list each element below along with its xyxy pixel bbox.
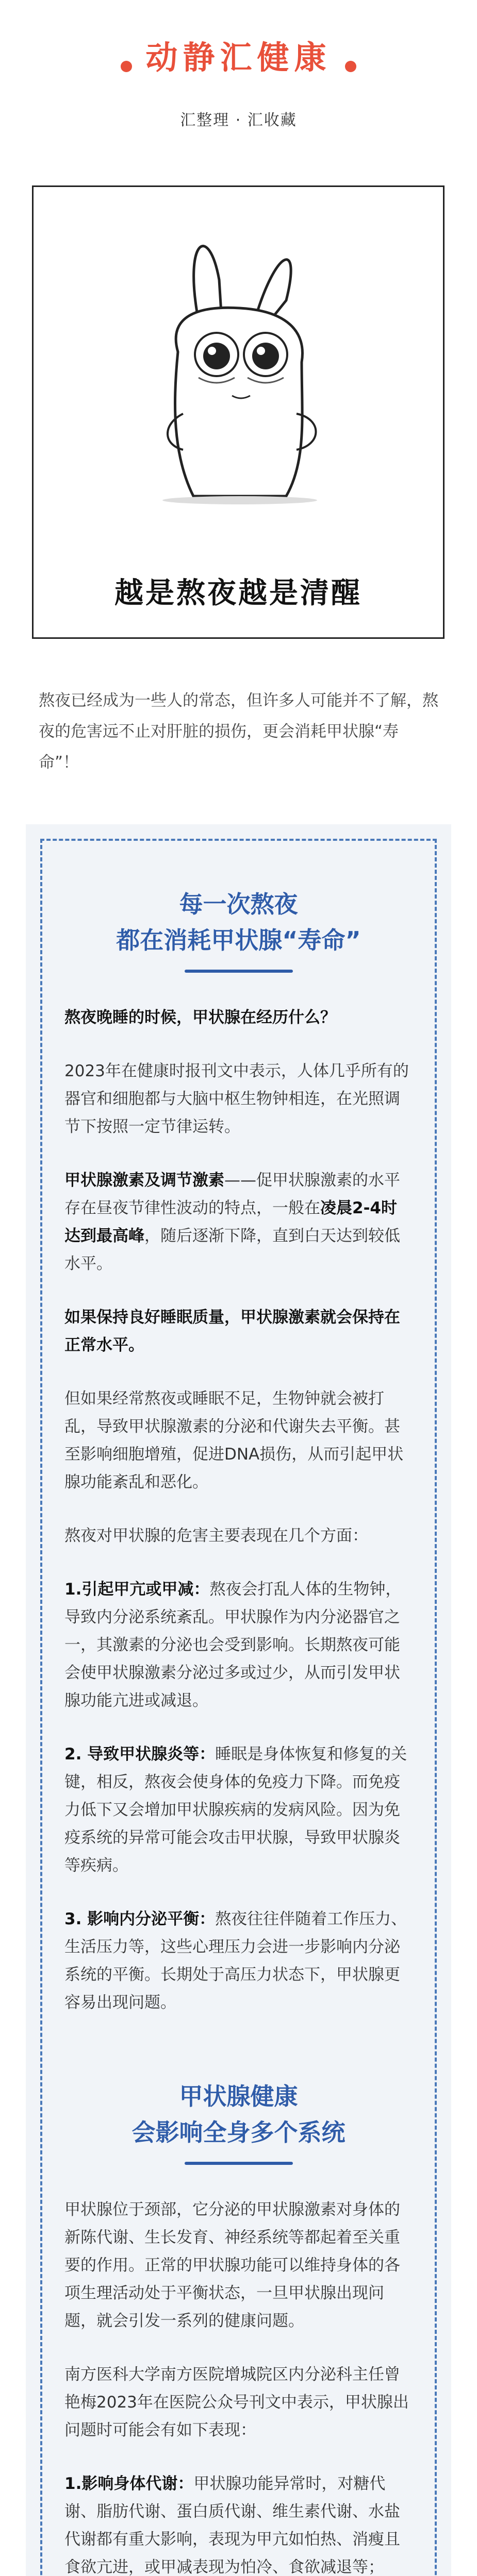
section1-question: 熬夜晚睡的时候，甲状腺在经历什么？: [64, 1008, 336, 1027]
brand-dot-right: [345, 61, 356, 72]
brand-title: 动静汇健康: [145, 39, 332, 76]
section2-paragraph: 甲状腺位于颈部，它分泌的甲状腺激素对身体的新陈代谢、生长发育、神经系统等都起着至关重要的作用。正常的甲状腺功能可以维持身体的各项生理活动处于平衡状态，一旦甲状腺出现问题，就会引发一系列的健康问题。: [64, 2200, 400, 2330]
sleepless-rabbit-illustration: [80, 218, 400, 506]
section1-title-line1: 每一次熬夜: [179, 890, 298, 918]
brand-subtitle: 汇整理 · 汇收藏: [180, 111, 297, 129]
harm-item: 1.引起甲亢或甲减：熬夜会打乱人体的生物钟，导致内分泌系统紊乱。甲状腺作为内分泌器官之一，其激素的分泌也会受到影响。长期熬夜可能会使甲状腺激素分泌过多或过少，从而引发甲状腺功能亢进或减退。: [64, 1580, 402, 1710]
section1-paragraph: 熬夜对甲状腺的危害主要表现在几个方面：: [64, 1527, 368, 1545]
section2-paragraph: 南方医科大学南方医院增城院区内分泌科主任曾艳梅2023年在医院公众号刊文中表示，甲状腺出问题时可能会有如下表现：: [64, 2365, 409, 2439]
section2-divider: [185, 2162, 293, 2165]
content-card: [26, 824, 451, 2576]
section1-divider: [185, 970, 293, 973]
harm-item: 3. 影响内分泌平衡：熬夜往往伴随着工作压力、生活压力等，这些心理压力会进一步影响内分泌系统的平衡。长期处于高压力状态下，甲状腺更容易出现问题。: [64, 1910, 407, 2012]
hero-image: [32, 185, 445, 639]
hero-caption: 越是熬夜越是清醒: [114, 577, 362, 610]
section2-title-line2: 会影响全身多个系统: [131, 2119, 346, 2146]
section1-paragraph: 甲状腺激素及调节激素——促甲状腺激素的水平存在昼夜节律性波动的特点，一般在凌晨2-4时达到最高峰，随后逐渐下降，直到白天达到较低水平。: [64, 1171, 400, 1273]
symptom-item: 1.影响身体代谢：甲状腺功能异常时，对糖代谢、脂肪代谢、蛋白质代谢、维生素代谢、水盐代谢都有重大影响，表现为甲亢如怕热、消瘦且食欲亢进，或甲减表现为怕冷、食欲减退等；: [64, 2475, 400, 2576]
section1-title: [64, 886, 413, 958]
card-content: [64, 886, 413, 2576]
brand-dot-left: [121, 61, 132, 72]
intro-paragraph: 熬夜已经成为一些人的常态，但许多人可能并不了解，熬夜的危害远不止对肝脏的损伤，更会消耗甲状腺“寿命”！: [39, 691, 438, 772]
harm-item: 2. 导致甲状腺炎等：睡眠是身体恢复和修复的关键，相反，熬夜会使身体的免疫力下降。而免疫力低下又会增加甲状腺疾病的发病风险。因为免疫系统的异常可能会攻击甲状腺，导致甲状腺炎等疾病。: [64, 1745, 407, 1875]
section1-paragraph: 但如果经常熬夜或睡眠不足，生物钟就会被打乱，导致甲状腺激素的分泌和代谢失去平衡。甚至影响细胞增殖，促进DNA损伤，从而引起甲状腺功能紊乱和恶化。: [64, 1389, 404, 1492]
section2-title-line1: 甲状腺健康: [179, 2082, 298, 2110]
section1-title-line2: 都在消耗甲状腺“寿命”: [116, 926, 361, 954]
brand-header: [0, 32, 477, 78]
section1-paragraph: 2023年在健康时报刊文中表示，人体几乎所有的器官和细胞都与大脑中枢生物钟相连，在光照调节下按照一定节律运转。: [64, 1062, 409, 1136]
section1-paragraph: 如果保持良好睡眠质量，甲状腺激素就会保持在正常水平。: [64, 1308, 400, 1354]
section2-title: [64, 2078, 413, 2150]
